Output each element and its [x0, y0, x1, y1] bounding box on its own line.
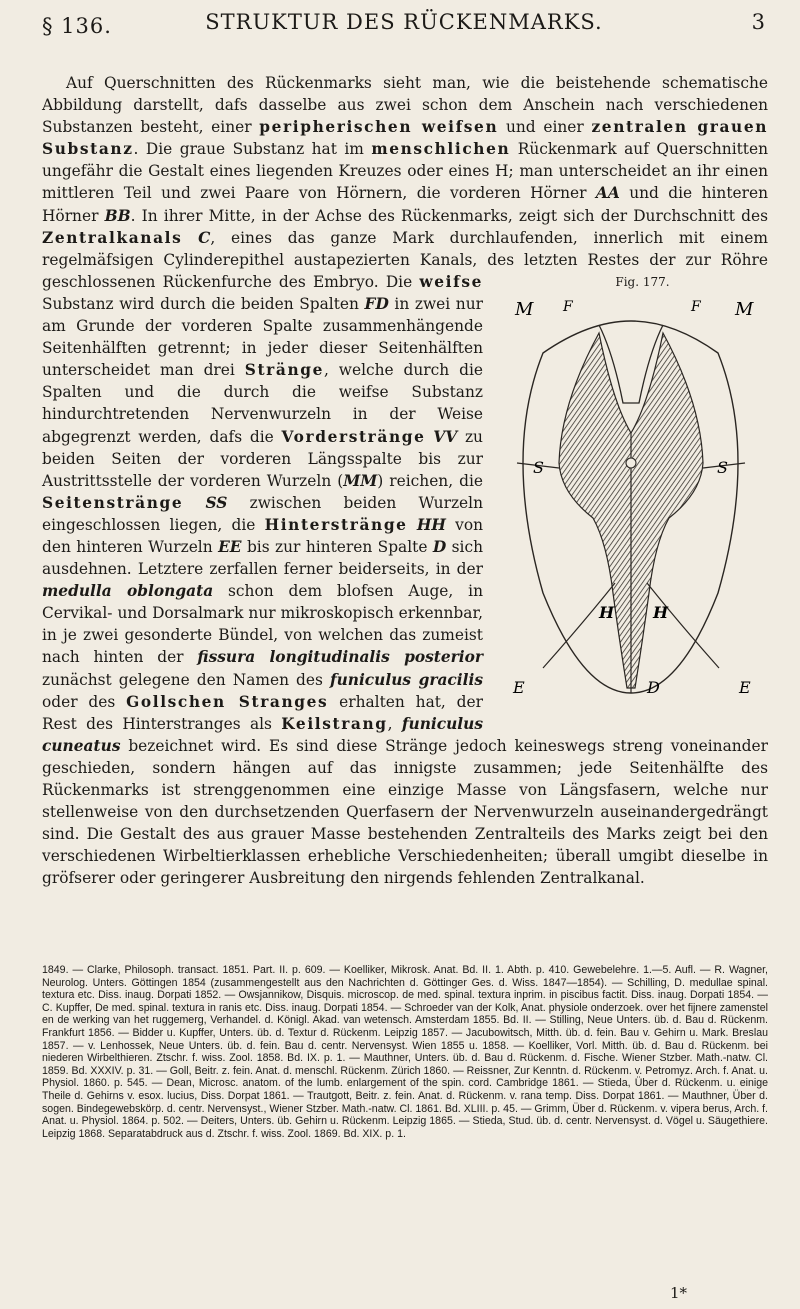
signature-mark: 1* — [670, 1284, 688, 1302]
page-header — [42, 6, 766, 40]
spinal-cord-cross-section-diagram — [503, 293, 758, 723]
page-number: 3 — [751, 10, 766, 34]
paragraph: Auf Querschnitten des Rückenmarks sieht man, wie die beistehende schematische Abbildung darstellt, dafs dasselbe aus zwei schon dem Anschein nach verschiedenen Substanzen besteht, einer peripherischen weifsen und einer zentralen grauen Substanz. Die graue Substanz hat im menschlichen Rückenmark auf Querschnitten ungefähr die Gestalt eines liegenden Kreuzes oder eines H; man unterscheidet an ihr einen mittleren Teil und zwei Paare von Hörnern, die vorderen Hörner AA und die hinteren Hörner BB. In ihrer Mitte, in der Achse des Rückenmarks, zeigt sich der Durchschnitt des Zentralkanals C, eines das ganze Mark durchlaufenden, innerlich mit einem regelmäfsigen Cylinderepithel austapezierten Kanals, des letzten Restes der zur Röhre geschlossenen Rückenfurche des Embryo. Die Fig. 177. M M F F S S H H E E D weifse Substanz wird durch die beiden Spalten FD in zwei nur am Grunde der vorderen Spalte zusammenhängende Seitenhälften getrennt; in jeder dieser Seitenhälften unterscheidet man drei Stränge, welche durch die Spalten und die durch die weifse Substanz hindurchtretenden Nervenwurzeln in der Weise abgegrenzt werden, dafs die Vorderstränge VV zu beiden Seiten der vorderen Längsspalte bis zur Austrittsstelle der vorderen Wurzeln (MM) reichen, die Seitenstränge SS zwischen beiden Wurzeln eingeschlossen liegen, die Hinterstränge HH von den hinteren Wurzeln EE bis zur hinteren Spalte D sich ausdehnen. Letztere zerfallen ferner beiderseits, in der medulla oblongata schon dem blofsen Auge, in Cervikal- und Dorsalmark nur mikroskopisch erkennbar, in je zwei gesonderte Bündel, von welchen das zumeist nach hinten der fissura longitudinalis posterior zunächst gelegene den Namen des funiculus gracilis oder des Gollschen Stranges erhalten hat, der Rest des Hinterstranges als Keilstrang, funiculus cuneatus bezeichnet wird. Es sind diese Stränge jedoch keineswegs streng voneinander geschieden, sondern hängen auf das innigste zusammen; jede Seitenhälfte des Rückenmarks ist strenggenommen eine einzige Masse von Längsfasern, welche nur stellenweise von den durchsetzenden Querfasern der Nervenwurzeln auseinandergedrängt sind. Die Gestalt des aus grauer Masse bestehenden Zentralteils des Marks zeigt bei den verschiedenen Wirbeltierklassen erhebliche Verschiedenheiten; überall umgibt dieselbe in gröfserer oder geringerer Ausbreitung den nirgends fehlenden Zentralkanal. — [42, 74, 769, 888]
literature-text: 1849. — Clarke, Philosoph. transact. 1851. Part. II. p. 609. — Koelliker, Mikrosk. Anat. Bd. II. 1. Abth. p. 410. Gewebelehre. 1.—5. Aufl. — R. Wagner, Neurolog. Unters. Göttingen 1854 (zusammengestellt aus den Nachrichten d. Göttinger Ges. d. Wiss. 1847—1854). — Schilling, D. medullae spinal. textura etc. Diss. inaug. Dorpati 1852. — Owsjannikow, Disquis. microscop. de med. spinal. textura inprim. in piscibus factit. Diss. inaug. Dorpati 1854. — C. Kupffer, De med. spinal. textura in ranis etc. Diss. inaug. Dorpati 1854. — Schroeder van der Kolk, Anat. physiole onderzoek. over het fijnere zamenstel en de werking van het ruggemerg, Verhandel. d. Königl. Akad. van wetensch. Amsterdam 1855. Bd. II. — Stilling, Neue Unters. üb. d. Bau d. Rückenm. Frankfurt 1856. — Bidder u. Kupffer, Unters. üb. d. Textur d. Rückenm. Leipzig 1857. — Jacubowitsch, Mitth. üb. d. fein. Bau v. Gehirn u. Mark. Breslau 1857. — v. Lenhossek, Neue Unters. üb. d. fein. Bau d. centr. Nervensyst. Wien 1855 u. 1858. — Koelliker, Vorl. Mitth. üb. d. Bau d. Rückenm. bei niederen Wirbelthieren. Ztschr. f. wiss. Zool. 1858. Bd. IX. p. 1. — Mauthner, Unters. üb. d. Bau d. Rückenm. d. Fische. Wiener Stzber. Math.-natw. Cl. 1859. Bd. XXXIV. p. 31. — Goll, Beitr. z. fein. Anat. d. menschl. Rückenm. Zürich 1860. — Reissner, Zur Kenntn. d. Rückenm. v. Petromyz. Arch. f. Anat. u. Physiol. 1860. p. 545. — Dean, Microsc. anatom. of the lumb. enlargement of the spin. cord. Cambridge 1861. — Stieda, Über d. Rückenm. u. einige Theile d. Gehirns v. esox. lucius, Diss. Dorpat 1861. — Trautgott, Beitr. z. fein. Anat. d. Rückenm. v. rana temp. Diss. Dorpat 1861. — Mauthner, Über d. sogen. Bindegewebskörp. d. centr. Nervensyst., Wiener Stzber. Math.-natw. Cl. 1861. Bd. XLIII. p. 45. — Grimm, Über d. Rückenm. v. vipera berus, Arch. f. Anat. u. Physiol. 1864. p. 502. — Deiters, Unters. üb. Gehirn u. Rückenm. Leipzig 1865. — Stieda, Stud. üb. d. centr. Nervensyst. d. Vögel u. Säugethiere. Leipzig 1868. Separatabdruck aus d. Ztschr. f. wiss. Zool. 1869. Bd. XIX. p. 1. — [42, 964, 768, 1140]
label-m-right: M — [735, 298, 754, 320]
literature-references — [42, 964, 768, 1140]
label-h-left: H — [599, 602, 615, 622]
running-title: STRUKTUR DES RÜCKENMARKS. — [205, 10, 603, 34]
label-f-left: F — [563, 298, 573, 315]
label-s-left: S — [533, 457, 544, 477]
label-m-left: M — [515, 298, 534, 320]
label-s-right: S — [717, 457, 728, 477]
label-h-right: H — [653, 602, 669, 622]
label-e-left: E — [513, 677, 525, 697]
figure-177 — [493, 271, 768, 731]
main-text — [42, 72, 768, 889]
label-e-right: E — [739, 677, 751, 697]
figure-caption: Fig. 177. — [615, 274, 670, 289]
label-f-right: F — [691, 298, 701, 315]
section-number: § 136. — [42, 14, 112, 38]
label-d: D — [647, 677, 660, 697]
